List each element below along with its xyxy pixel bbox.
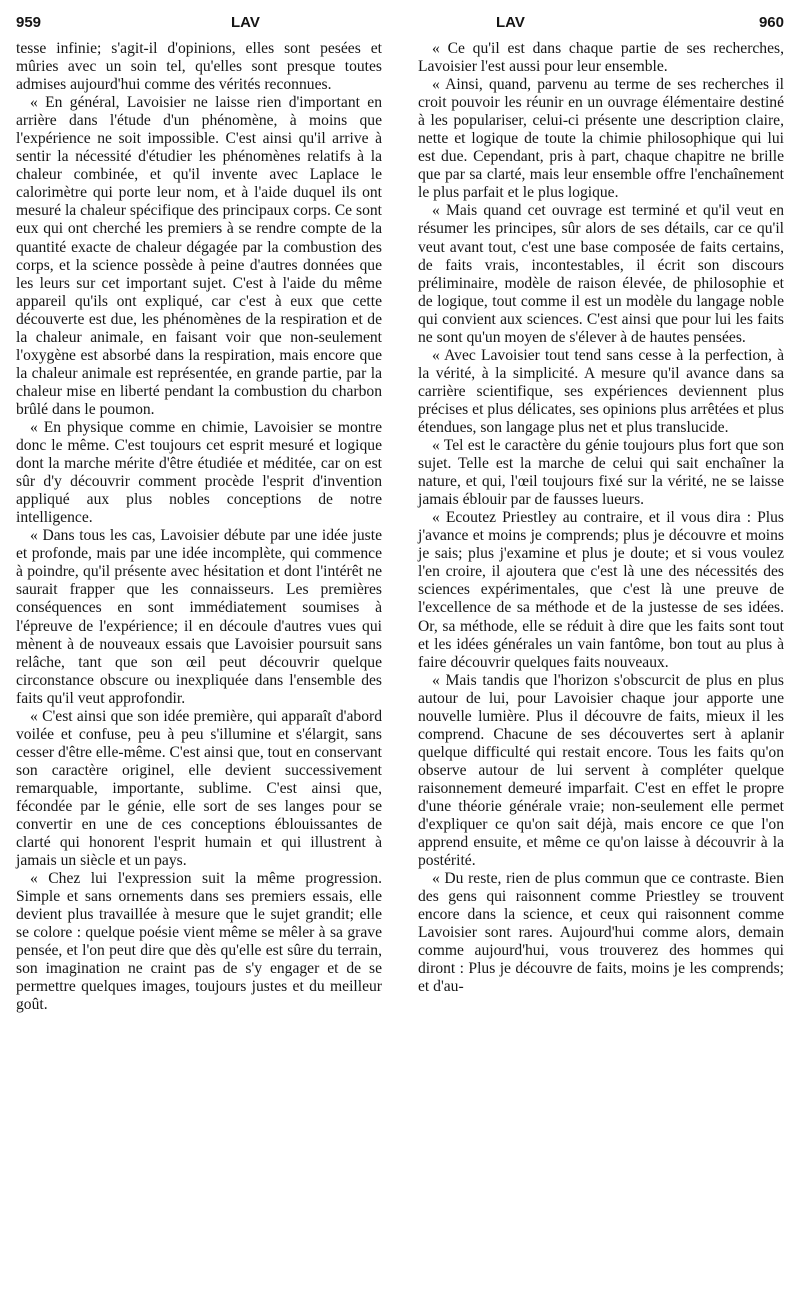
paragraph: « Ce qu'il est dans chaque partie de ses recherches, Lavoisier l'est aussi pour leur ensemble.: [418, 40, 784, 76]
paragraph: « C'est ainsi que son idée première, qui apparaît d'abord voilée et confuse, peu à peu s'illumine et s'élargit, sans cesser d'être elle-même. C'est ainsi que, tout en conservant son caractère originel, elle devient successivement remarquable, importante, sublime. C'est ainsi que, fécondée par le génie, elle sort de ses langes pour se convertir en une de ces conceptions éblouissantes de clarté qui honorent l'esprit humain et qui illustrent à jamais un siècle et un pays.: [16, 707, 382, 870]
paragraph: « Du reste, rien de plus commun que ce contraste. Bien des gens qui raisonnent comme Priestley se trouvent encore dans la science, et ceux qui raisonnent comme Lavoisier sont rares. Aujourd'hui comme alors, demain comme aujourd'hui, vous trouverez des hommes qui diront : Plus je découvre de faits, moins je les comprends; et d'au-: [418, 870, 784, 996]
left-column: [16, 40, 382, 1015]
paragraph: « Chez lui l'expression suit la même progression. Simple et sans ornements dans ses premiers essais, elle devient plus travaillée à mesure que le sujet grandit; elle se colore : quelque poésie vient même se mêler à sa grave pensée, et l'on peut dire que dès qu'elle est sûre du terrain, son imagination ne craint pas de s'y engager et de se permettre quelques images, toujours justes et du meilleur goût.: [16, 870, 382, 1014]
paragraph: « Avec Lavoisier tout tend sans cesse à la perfection, à la vérité, à la simplicité. A mesure qu'il avance dans sa carrière scientifique, ses expériences deviennent plus précises et plus délicates, ses opinions plus arrêtées et plus étendues, son langage plus net et plus translucide.: [418, 346, 784, 436]
paragraph: « En général, Lavoisier ne laisse rien d'important en arrière dans l'étude d'un phénomène, à moins que l'expérience ne soit impossible. C'est ainsi qu'il arrive à sentir la nécessité d'étudier les phénomènes relatifs à la chaleur combinée, et qu'il invente avec Laplace le calorimètre qui porte leur nom, et à l'aide duquel ils ont mesuré la chaleur spécifique des principaux corps. Ce sont eux qui ont cherché les premiers à se rendre compte de la quantité exacte de chaleur dégagée par la combustion des corps, et la science possède à peine d'autres données que les leurs sur cet important sujet. C'est à l'aide du même appareil qu'ils ont expliqué, car c'est à eux que cette découverte est due, les phénomènes de la respiration et de la chaleur animale, en faisant voir que non-seulement l'oxygène est absorbé dans la respiration, mais encore que la chaleur animale est représentée, en grande partie, par la chaleur mise en liberté pendant la combustion du charbon brûlé dans le poumon.: [16, 94, 382, 418]
right-running-head: LAV: [496, 14, 525, 31]
paragraph: « En physique comme en chimie, Lavoisier se montre donc le même. C'est toujours cet esprit mesuré et logique dont la marche mérite d'être étudiée et méditée, car on est sûr d'y découvrir comment procède l'esprit d'invention appliqué aux plus nobles conceptions de notre intelligence.: [16, 418, 382, 527]
running-header: [16, 10, 784, 36]
paragraph: « Mais tandis que l'horizon s'obscurcit de plus en plus autour de lui, pour Lavoisier chaque jour apporte une nouvelle lumière. Plus il découvre de faits, mieux il les comprend. Chacune de ses découvertes sert à aplanir quelque difficulté qui restait encore. Tous les faits qu'on observe autour de lui servent à compléter quelque raisonnement demeuré imparfait. C'est en effet le propre d'une théorie générale vraie; non-seulement elle permet d'expliquer ce qu'on sait déjà, mais encore ce que l'on apprend ensuite, et même ce qu'on laisse à découvrir à la postérité.: [418, 671, 784, 870]
paragraph: tesse infinie; s'agit-il d'opinions, elles sont pesées et mûries avec un soin tel, qu'elles sont presque toutes admises aujourd'hui comme des vérités reconnues.: [16, 40, 382, 94]
paragraph: « Tel est le caractère du génie toujours plus fort que son sujet. Telle est la marche de celui qui sait enchaîner la nature, et qui, l'œil toujours fixé sur la vérité, ne se laisse jamais éblouir par de fausses lueurs.: [418, 437, 784, 509]
paragraph: « Dans tous les cas, Lavoisier débute par une idée juste et profonde, mais par une idée incomplète, qui commence à poindre, qu'il présente avec hésitation et dont l'intérêt ne saurait frapper que les connaisseurs. Les premières conséquences en sont immédiatement soumises à l'épreuve de l'expérience; il en découle d'autres vues qui mènent à de nouveaux essais que Lavoisier poursuit sans relâche, tant que son œil peut découvrir quelque circonstance obscure ou inexpliquée dans l'ensemble des faits qu'il veut approfondir.: [16, 527, 382, 707]
left-page-number: 959: [16, 14, 42, 31]
text-columns: [16, 40, 784, 1015]
paragraph: « Mais quand cet ouvrage est terminé et qu'il veut en résumer les principes, sûr alors de ses détails, car ce qu'il veut avant tout, c'est une base composée de faits certains, de faits vrais, incontestables, il écrit son discours préliminaire, modèle de raison élevée, de philosophie et de logique, tout comme il est un modèle du langage noble qui convient aux sciences. C'est ainsi que pour lui les faits ne sont qu'un moyen de s'élever à de hautes pensées.: [418, 202, 784, 346]
right-page-number: 960: [758, 14, 784, 31]
left-running-head: LAV: [231, 14, 260, 31]
paragraph: « Ainsi, quand, parvenu au terme de ses recherches il croit pouvoir les réunir en un ouvrage élémentaire destiné à les populariser, celui-ci présente une description claire, nette et logique de toute la chimie philosophique qui lui est due. Cependant, pris à part, chaque chapitre ne brille que par sa clarté, mais leur ensemble offre l'enchaînement le plus parfait et le plus logique.: [418, 76, 784, 202]
right-column: [418, 40, 784, 1015]
paragraph: « Ecoutez Priestley au contraire, et il vous dira : Plus j'avance et moins je comprends; plus je découvre et moins je sais; plus j'examine et plus je doute; et si vous voulez l'en croire, il ajoutera que c'est là une des nécessités des sciences expérimentales, que c'est là une preuve de l'excellence de sa méthode et de la justesse de ses idées. Or, sa méthode, elle se réduit à dire que les faits sont tout et les idées générales un vain fantôme, bon tout au plus à faire découvrir quelques faits nouveaux.: [418, 509, 784, 671]
